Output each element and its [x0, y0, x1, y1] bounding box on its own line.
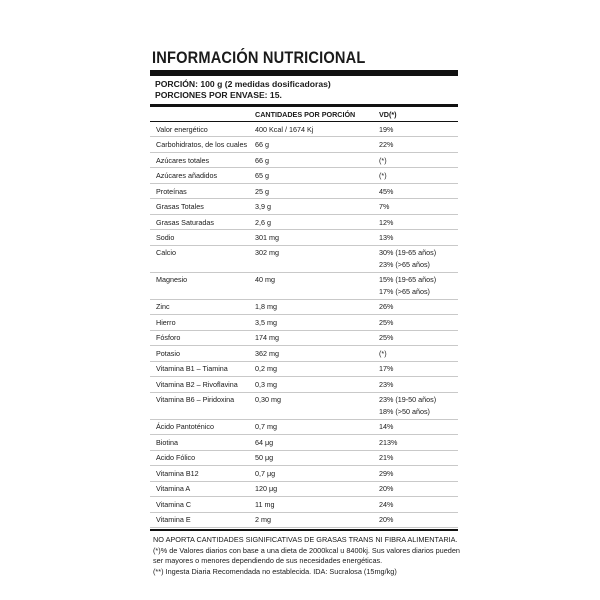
nutrient-amount: 1,8 mg [255, 302, 277, 312]
nutrient-dv [379, 139, 458, 151]
nutrient-dv [379, 363, 458, 375]
dv-value: 15% (19-65 años) [379, 275, 437, 285]
dv-value: 21% [379, 453, 394, 463]
label-title: INFORMACIÓN NUTRICIONAL [152, 48, 366, 67]
nutrient-dv [379, 247, 458, 270]
nutrient-amount: 50 μg [255, 453, 274, 463]
table-row [150, 168, 458, 183]
table-row [150, 420, 458, 435]
dv-value: 23% (19-50 años) [379, 395, 437, 405]
nutrient-name: Vitamina A [156, 484, 191, 494]
nutrient-dv [379, 452, 458, 464]
table-row [150, 122, 458, 137]
nutrient-name: Vitamina C [156, 499, 192, 509]
nutrient-dv [379, 155, 458, 167]
dv-value: 26% [379, 302, 394, 312]
nutrient-dv [379, 274, 458, 297]
nutrient-name: Fósforo [156, 333, 181, 343]
table-row [150, 215, 458, 230]
nutrient-name: Proteínas [156, 186, 187, 196]
table-row [150, 393, 458, 420]
header-amount: CANTIDADES POR PORCIÓN [255, 109, 356, 119]
table-row [150, 362, 458, 377]
nutrient-dv [379, 348, 458, 360]
nutrient-name: Hierro [156, 317, 176, 327]
table-row [150, 466, 458, 481]
nutrient-dv [379, 332, 458, 344]
dv-value: 19% [379, 124, 394, 134]
footnotes [150, 531, 458, 577]
table-row [150, 199, 458, 214]
nutrient-name: Vitamina B1 – Tiamina [156, 364, 228, 374]
table-row [150, 246, 458, 273]
table-row [150, 300, 458, 315]
dv-value: 20% [379, 515, 394, 525]
dv-value: 17% [379, 364, 394, 374]
nutrient-name: Valor energético [156, 124, 208, 134]
dv-value: 12% [379, 217, 394, 227]
servings-per-container: PORCIONES POR ENVASE: 15. [155, 90, 282, 100]
table-row [150, 435, 458, 450]
footnote-line: ser mayores o menores dependiendo de sus necesidades energéticas. [153, 556, 383, 566]
table-row [150, 184, 458, 199]
nutrient-name: Zinc [156, 302, 170, 312]
table-row [150, 137, 458, 152]
nutrient-amount: 64 μg [255, 437, 274, 447]
table-row [150, 273, 458, 300]
dv-value: 18% (>50 años) [379, 406, 430, 416]
nutrient-amount: 65 g [255, 171, 269, 181]
nutrient-amount: 25 g [255, 186, 269, 196]
nutrient-amount: 362 mg [255, 348, 279, 358]
table-row [150, 497, 458, 512]
nutrient-dv [379, 186, 458, 198]
nutrient-dv [379, 499, 458, 511]
dv-value: 213% [379, 437, 398, 447]
nutrient-amount: 0,3 mg [255, 379, 277, 389]
portion-size: PORCIÓN: 100 g (2 medidas dosificadoras) [155, 79, 331, 89]
nutrient-amount: 3,9 g [255, 202, 271, 212]
nutrient-name: Grasas Saturadas [156, 217, 214, 227]
dv-value: 22% [379, 140, 394, 150]
nutrient-dv [379, 394, 458, 417]
nutrient-name: Sodio [156, 232, 175, 242]
table-row [150, 451, 458, 466]
nutrient-name: Acido Fólico [156, 453, 196, 463]
dv-value: (*) [379, 348, 387, 358]
dv-value: 14% [379, 422, 394, 432]
nutrient-table [150, 122, 458, 528]
nutrient-dv [379, 437, 458, 449]
dv-value: 17% (>65 años) [379, 286, 430, 296]
nutrient-dv [379, 301, 458, 313]
nutrient-name: Biotina [156, 437, 178, 447]
header-dv: VD(*) [379, 109, 397, 119]
nutrient-amount: 302 mg [255, 248, 279, 258]
table-row [150, 230, 458, 245]
nutrient-name: Grasas Totales [156, 202, 204, 212]
nutrient-amount: 0,2 mg [255, 364, 277, 374]
nutrient-amount: 11 mg [255, 499, 275, 509]
nutrition-label [150, 48, 458, 577]
nutrient-dv [379, 468, 458, 480]
table-row [150, 331, 458, 346]
nutrient-name: Calcio [156, 248, 176, 258]
dv-value: 23% (>65 años) [379, 259, 430, 269]
nutrient-name: Magnesio [156, 275, 188, 285]
dv-value: 24% [379, 499, 394, 509]
nutrient-name: Potasio [156, 348, 180, 358]
table-row [150, 513, 458, 528]
nutrient-amount: 0,7 mg [255, 422, 277, 432]
nutrient-name: Vitamina E [156, 515, 191, 525]
nutrient-dv [379, 170, 458, 182]
footnote-line: NO APORTA CANTIDADES SIGNIFICATIVAS DE GRASAS TRANS NI FIBRA ALIMENTARIA. [153, 535, 458, 545]
nutrient-amount: 174 mg [255, 333, 279, 343]
dv-value: 45% [379, 186, 394, 196]
nutrient-dv [379, 483, 458, 495]
dv-value: 20% [379, 484, 394, 494]
nutrient-name: Vitamina B6 – Piridoxina [156, 395, 235, 405]
nutrient-dv [379, 232, 458, 244]
nutrient-dv [379, 421, 458, 433]
footnote-line: (**) Ingesta Diaria Recomendada no establecida. IDA: Sucralosa (15mg/kg) [153, 566, 397, 576]
dv-value: 29% [379, 468, 394, 478]
dv-value: 25% [379, 317, 394, 327]
dv-value: 25% [379, 333, 394, 343]
nutrient-name: Azúcares añadidos [156, 171, 218, 181]
table-header [150, 107, 458, 122]
nutrient-dv [379, 124, 458, 136]
nutrient-amount: 400 Kcal / 1674 Kj [255, 124, 314, 134]
nutrient-dv [379, 217, 458, 229]
table-row [150, 377, 458, 392]
nutrient-amount: 3,5 mg [255, 317, 277, 327]
table-row [150, 482, 458, 497]
footnote-line: (*)% de Valores diarios con base a una dieta de 2000kcal u 8400kj. Sus valores diarios pueden [153, 545, 460, 555]
nutrient-amount: 66 g [255, 155, 269, 165]
serving-info [150, 76, 458, 103]
nutrient-name: Ácido Pantoténico [156, 422, 214, 432]
table-row [150, 315, 458, 330]
nutrient-amount: 2 mg [255, 515, 271, 525]
nutrient-name: Vitamina B2 – Rivoflavina [156, 379, 238, 389]
nutrient-amount: 0,30 mg [255, 395, 281, 405]
table-row [150, 346, 458, 361]
nutrient-dv [379, 379, 458, 391]
nutrient-amount: 2,6 g [255, 217, 271, 227]
nutrient-dv [379, 201, 458, 213]
nutrient-dv [379, 317, 458, 329]
nutrient-name: Azúcares totales [156, 155, 210, 165]
nutrient-name: Carbohidratos, de los cuales [156, 140, 248, 150]
nutrient-amount: 40 mg [255, 275, 275, 285]
nutrient-amount: 120 μg [255, 484, 278, 494]
dv-value: 23% [379, 379, 394, 389]
nutrient-amount: 66 g [255, 140, 269, 150]
dv-value: 7% [379, 202, 390, 212]
nutrient-dv [379, 514, 458, 526]
table-row [150, 153, 458, 168]
dv-value: 30% (19-65 años) [379, 248, 437, 258]
nutrient-amount: 0,7 μg [255, 468, 276, 478]
nutrient-amount: 301 mg [255, 232, 279, 242]
nutrient-name: Vitamina B12 [156, 468, 199, 478]
dv-value: 13% [379, 232, 394, 242]
dv-value: (*) [379, 155, 387, 165]
dv-value: (*) [379, 171, 387, 181]
